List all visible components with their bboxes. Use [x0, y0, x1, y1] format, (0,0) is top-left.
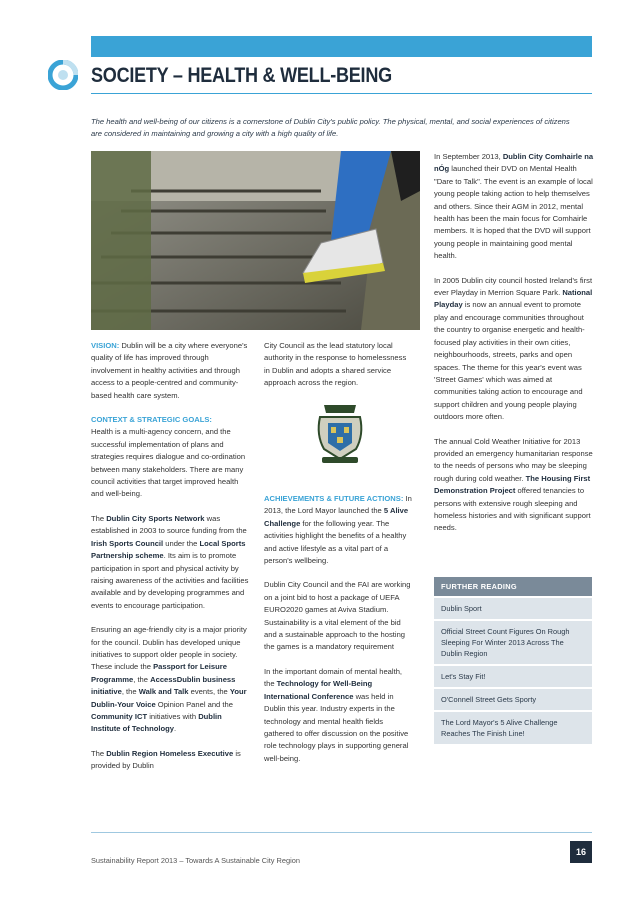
further-reading-link[interactable]: O'Connell Street Gets Sporty — [434, 689, 592, 710]
further-reading-panel — [434, 577, 592, 744]
context-text: Health is a multi-agency concern, and the successful implementation of plans and strategies requires dialogue and co-ordination between many stakeholders. There are many council activities that target improved health and well-being. — [91, 427, 246, 499]
sports-network-paragraph — [91, 513, 251, 612]
title-divider — [91, 93, 592, 94]
text: is now an annual event to promote play and encourage communities throughout the country to organise energetic and health-focused play activities in their own cities, neighbourhoods, streets, parks and open spaces. The theme for this year's event was 'Street Games' which was aimed at communities taking action to encourage and support children and young people playing outdoors more often. — [434, 300, 585, 422]
header-bar — [91, 36, 592, 57]
challenge-name: 5 Alive Challenge — [264, 506, 409, 528]
further-reading-link[interactable]: The Lord Mayor's 5 Alive Challenge Reaches The Finish Line! — [434, 712, 592, 744]
page-number: 16 — [570, 841, 592, 863]
vision-text: Dublin will be a city where everyone's quality of life has improved through involvement in healthy activities and through access to a people-centred and community-based health care system. — [91, 341, 248, 400]
cold-weather-paragraph — [434, 436, 594, 535]
text: . Its aim is to promote participation in sport and physical activity by raising awareness of the activities and facilities available and by developing programmes and events to encourage participation. — [91, 551, 249, 610]
sports-council-name: Irish Sports Council — [91, 538, 164, 548]
comhairle-name: Dublin City Comhairle na nÓg — [434, 152, 594, 174]
uefa-bid-paragraph: Dublin City Council and the FAI are working on a joint bid to host a package of UEFA EURO2020 games at Aviva Stadium. Sustainability is a vital element of the bid and a sustainable approach to the hosting the games is a mandatory requirement — [264, 580, 411, 652]
sports-network-name: Dublin City Sports Network — [106, 513, 205, 523]
further-reading-link[interactable]: Dublin Sport — [434, 598, 592, 619]
text: , the — [133, 674, 151, 684]
page-title: SOCIETY – HEALTH & WELL-BEING — [91, 64, 392, 87]
initiative-name: AccessDublin business initiative — [91, 674, 236, 697]
text: offered tenancies to persons with extensive rough sleeping and homeless histories and with significant support needs. — [434, 486, 591, 533]
further-reading-link[interactable]: Let's Stay Fit! — [434, 666, 592, 687]
text: initiatives with — [147, 711, 199, 721]
text: launched their DVD on Mental Health "Dare to Talk". The event is an example of local young people taking action to help themselves and others. Since their AGM in 2012, mental health has been the main focus for Comhairle members. It is hoped that the DVD will support young people in maintaining good mental health. — [434, 164, 593, 261]
column-middle-bottom — [264, 493, 414, 777]
footer-divider — [91, 832, 592, 833]
text: was held in Dublin this year. Industry experts in the technology and mental health fields gathered to offer discussion on the positive role technology plays in supporting general well-being. — [264, 691, 409, 763]
context-paragraph — [91, 414, 251, 501]
text: , the — [121, 687, 139, 697]
text: The — [91, 513, 107, 523]
section-circle-icon — [48, 60, 78, 90]
vision-heading: VISION: — [91, 341, 120, 350]
text: In the important domain of mental health, the — [264, 666, 403, 689]
text: under the — [163, 538, 200, 548]
age-friendly-paragraph — [91, 624, 251, 736]
text: Ensuring an age-friendly city is a major priority for the council. Dublin has developed unique initiatives to support older people in society. These include the — [91, 625, 247, 672]
partnership-scheme-name: Local Sports Partnership scheme — [91, 538, 246, 561]
text: The annual Cold Weather Initiative for 2013 provided an emergency humanitarian response to the needs of persons who may be sleeping rough during cold weather. — [434, 436, 593, 483]
housing-first-name: The Housing First Demonstration Project — [434, 473, 591, 496]
initiative-name: Community ICT — [91, 711, 148, 721]
panel-name: Your Dublin-Your Voice — [91, 687, 247, 709]
text: events, the — [188, 687, 230, 697]
dublin-crest-logo — [314, 395, 366, 467]
mental-health-paragraph — [264, 666, 414, 765]
event-name: Walk and Talk — [138, 687, 189, 697]
homeless-paragraph — [91, 748, 251, 773]
intro-text: The health and well-being of our citizens is a cornerstone of Dublin City's public policy. The physical, mental, and social experiences of citizens are considered in maintaining and growing a city with a high quality of life. — [91, 117, 570, 138]
footer-text: Sustainability Report 2013 – Towards A Sustainable City Region — [91, 856, 300, 865]
text: In 2005 Dublin city council hosted Ireland's first ever Playday in Merrion Square Park. — [434, 275, 593, 298]
further-reading-heading: FURTHER READING — [434, 577, 592, 596]
lead-authority-paragraph: City Council as the lead statutory local authority in the response to homelessness in Dublin and adopts a shared service approach across the region. — [264, 341, 407, 388]
text: is provided by Dublin — [91, 748, 241, 771]
playday-name: National Playday — [434, 288, 593, 310]
hero-image-running-steps — [91, 151, 420, 330]
column-right — [434, 151, 594, 547]
text: was established in 2003 to source funding from the — [91, 513, 247, 536]
achievements-heading: ACHIEVEMENTS & FUTURE ACTIONS: — [264, 494, 404, 503]
text: The — [91, 748, 107, 758]
column-left — [91, 340, 251, 785]
homeless-executive-name: Dublin Region Homeless Executive — [106, 748, 234, 758]
further-reading-link[interactable]: Official Street Count Figures On Rough Sleeping For Winter 2013 Across The Dublin Region — [434, 621, 592, 664]
text: Opinion Panel and the — [155, 699, 233, 709]
institute-name: Dublin Institute of Technology — [91, 711, 222, 734]
programme-name: Passport for Leisure Programme — [91, 662, 227, 684]
playday-paragraph — [434, 275, 594, 424]
comhairle-paragraph — [434, 151, 594, 263]
text: In September 2013, — [434, 152, 503, 161]
achievements-paragraph — [264, 493, 414, 567]
text: for the following year. The activities highlight the benefits of a healthy and active lifestyle as a vital part of a person's wellbeing. — [264, 518, 407, 566]
conference-name: Technology for Well-Being International Conference — [264, 679, 373, 701]
text: In 2013, the Lord Mayor launched the — [264, 494, 412, 516]
context-heading: CONTEXT & STRATEGIC GOALS: — [91, 415, 212, 425]
text: . — [173, 724, 177, 734]
column-middle-top — [264, 340, 414, 402]
vision-paragraph — [91, 340, 251, 402]
